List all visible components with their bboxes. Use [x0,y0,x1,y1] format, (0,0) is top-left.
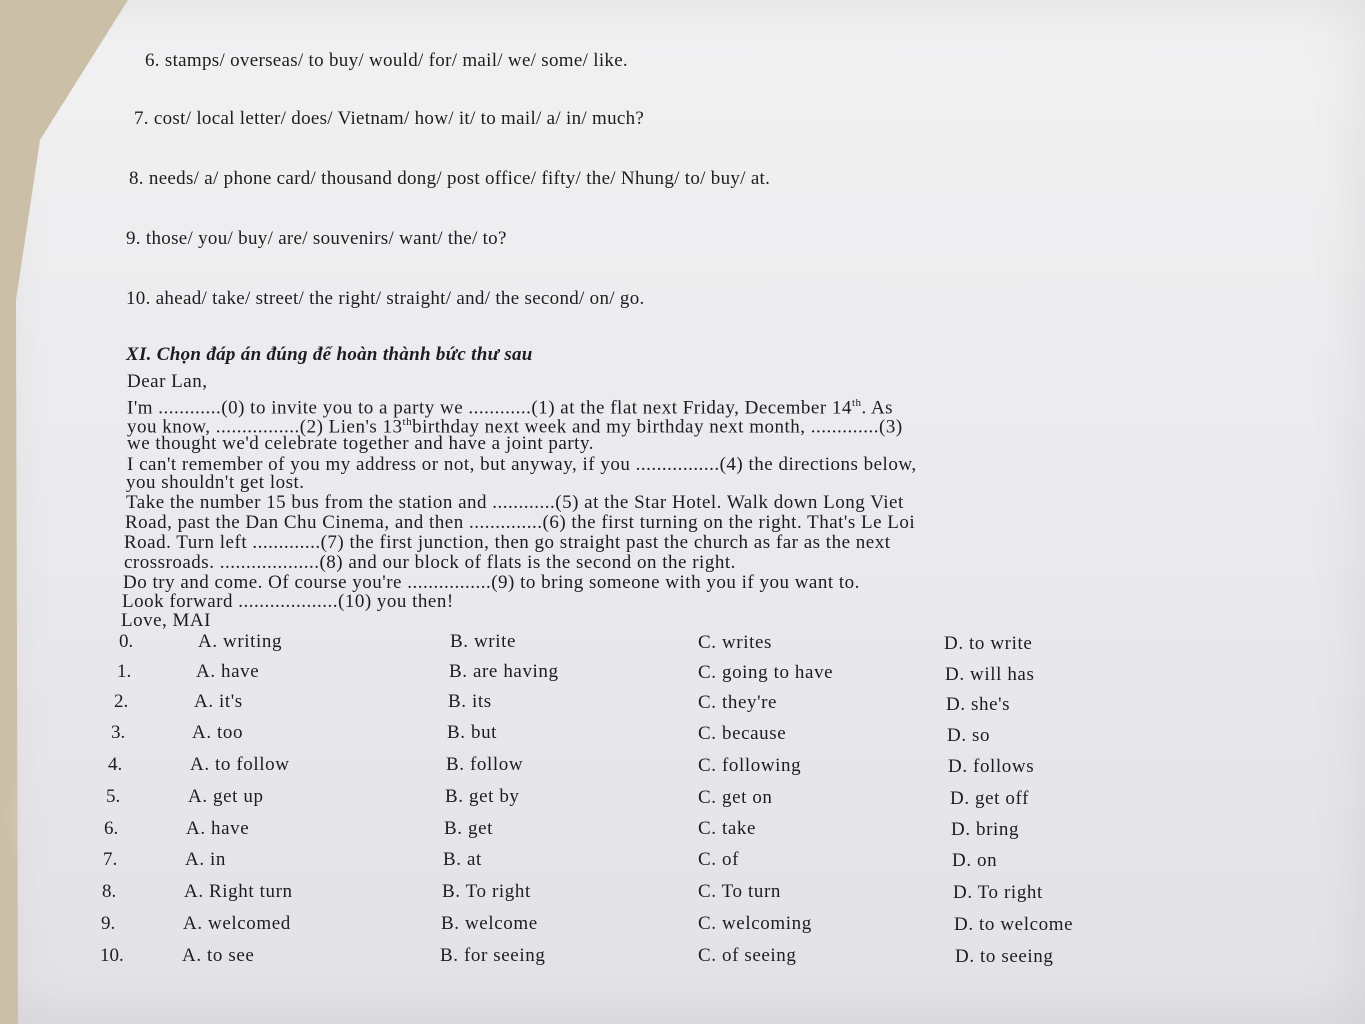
option-number: 4. [108,754,123,775]
letter-line-3: we thought we'd celebrate together and have a joint party. [127,433,594,454]
letter-line-5: you shouldn't get lost. [126,472,305,493]
letter-line-9: crossroads. ...................(8) and our block of flats is the second on the right. [124,552,736,573]
option-c: C. writes [698,632,773,653]
option-c: C. of seeing [698,945,797,966]
option-c: C. To turn [698,881,781,902]
letter-signoff: Love, MAI [121,610,211,631]
option-c: C. get on [698,787,773,808]
exercise-item-10: 10. ahead/ take/ street/ the right/ straight/ and/ the second/ on/ go. [126,288,645,309]
option-d: D. will has [945,664,1035,685]
option-number: 0. [119,631,134,652]
option-c: C. going to have [698,662,834,683]
option-number: 7. [103,849,118,870]
exercise-item-9: 9. those/ you/ buy/ are/ souvenirs/ want/ the/ to? [126,228,507,249]
option-b: B. for seeing [440,945,546,966]
option-d: D. get off [950,788,1029,809]
option-d: D. bring [951,819,1020,840]
option-number: 5. [106,786,121,807]
option-a: A. to see [182,945,255,966]
option-c: C. welcoming [698,913,812,934]
option-number: 9. [101,913,116,934]
option-a: A. get up [188,786,264,807]
option-b: B. are having [449,661,559,682]
letter-line-4: I can't remember of you my address or not, but anyway, if you ................(4) the directions below, [127,454,917,475]
option-a: A. Right turn [184,881,293,902]
option-b: B. its [448,691,492,712]
option-number: 2. [114,691,129,712]
option-number: 10. [100,945,124,966]
option-a: A. writing [198,631,283,652]
option-d: D. To right [953,882,1043,903]
option-d: D. to seeing [955,946,1054,967]
option-b: B. write [450,631,517,652]
letter-greeting: Dear Lan, [127,371,208,392]
letter-line-6: Take the number 15 bus from the station and ............(5) at the Star Hotel. Walk down Long Viet [126,492,904,513]
letter-line-2: you know, ................(2) Lien's 13thbirthday next week and my birthday next month, .............(3) [127,416,903,438]
option-a: A. have [196,661,260,682]
option-c: C. they're [698,692,778,713]
option-number: 1. [117,661,132,682]
exercise-item-8: 8. needs/ a/ phone card/ thousand dong/ post office/ fifty/ the/ Nhung/ to/ buy/ at. [129,168,771,189]
option-a: A. it's [194,691,243,712]
option-number: 6. [104,818,119,839]
option-d: D. to write [944,633,1033,654]
option-d: D. on [952,850,998,871]
option-c: C. take [698,818,757,839]
option-b: B. follow [446,754,524,775]
letter-line-8: Road. Turn left .............(7) the first junction, then go straight past the church as far as the next [124,532,891,553]
option-d: D. so [947,725,991,746]
letter-line-11: Look forward ...................(10) you then! [122,591,454,612]
option-a: A. to follow [190,754,290,775]
letter-line-1: I'm ............(0) to invite you to a party we ............(1) at the flat next Friday, December 14th. As [127,397,894,419]
option-b: B. get by [445,786,520,807]
exercise-item-6: 6. stamps/ overseas/ to buy/ would/ for/ mail/ we/ some/ like. [145,50,628,71]
option-a: A. have [186,818,250,839]
option-c: C. of [698,849,739,870]
option-a: A. in [185,849,226,870]
option-a: A. too [192,722,244,743]
option-d: D. to welcome [954,914,1074,935]
option-d: D. follows [948,756,1035,777]
option-b: B. get [444,818,493,839]
option-c: C. following [698,755,802,776]
option-b: B. welcome [441,913,538,934]
section-heading: XI. Chọn đáp án đúng để hoàn thành bức thư sau [126,344,533,365]
option-a: A. welcomed [183,913,291,934]
option-d: D. she's [946,694,1011,715]
exercise-item-7: 7. cost/ local letter/ does/ Vietnam/ how/ it/ to mail/ a/ in/ much? [134,108,645,129]
option-b: B. To right [442,881,531,902]
letter-line-10: Do try and come. Of course you're ................(9) to bring someone with you if you want to. [123,572,860,593]
option-number: 8. [102,881,117,902]
option-c: C. because [698,723,787,744]
option-b: B. but [447,722,498,743]
letter-line-7: Road, past the Dan Chu Cinema, and then ..............(6) the first turning on the right. That's Le Loi [125,512,916,533]
option-number: 3. [111,722,126,743]
option-b: B. at [443,849,482,870]
